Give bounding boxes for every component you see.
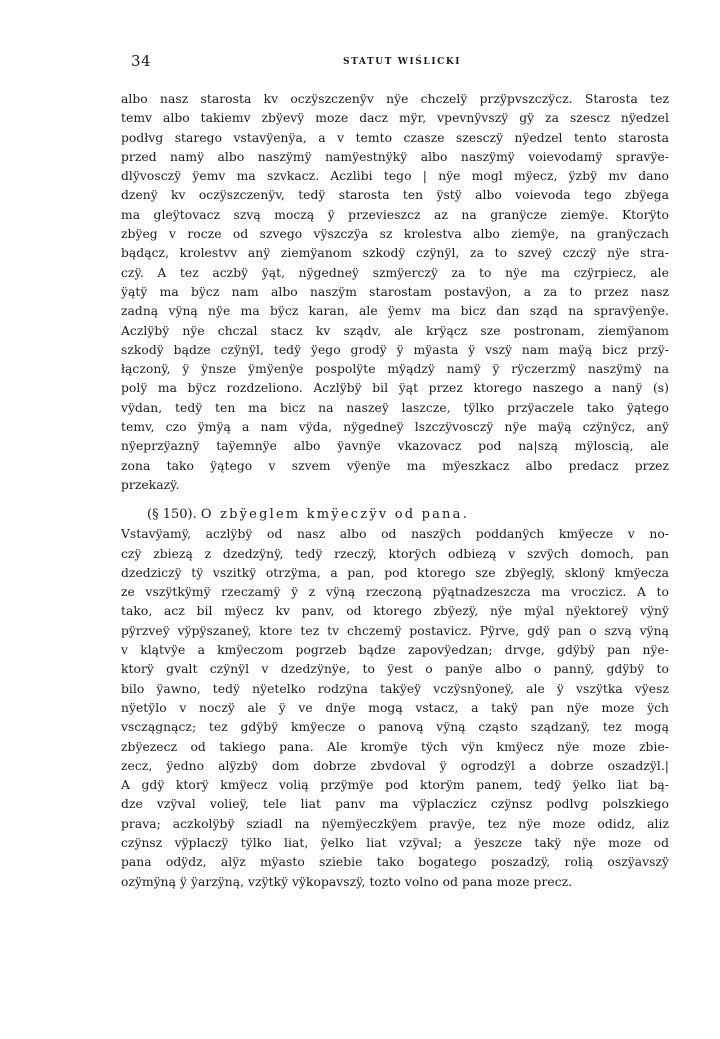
text-line: ÿątÿ ma bÿcz nam albo naszÿm starostam postavÿon, a za to przez nasz bbox=[121, 284, 669, 299]
text-line: szkodÿ bądze czÿnÿl, tedÿ ÿego grodÿ ÿ mÿasta ÿ vszÿ nam maÿą bicz przÿ- bbox=[121, 342, 669, 357]
text-line: Aczlÿbÿ nÿe chczal stacz kv sządv, ale krÿącz sze postronam, ziemÿanom bbox=[121, 323, 669, 338]
text-line: ze vszÿtkÿmÿ rzeczamÿ ÿ z vÿną rzeczoną pÿątnadzeszcza ma vroczicz. A to bbox=[121, 585, 669, 600]
text-line: zadną vÿną nÿe ma bÿcz karan, ale ÿemv ma bicz dan sząd na spravÿenÿe. bbox=[121, 304, 669, 319]
text-line: ma gleÿtovacz szvą moczą ÿ przevieszcz az na granÿcze ziemÿe. Ktorÿto bbox=[121, 207, 669, 222]
text-line: polÿ ma bÿcz rozdzeliono. Aczlÿbÿ bil ÿąt przez ktorego naszego a nanÿ (s) bbox=[121, 381, 669, 396]
paragraph bbox=[121, 525, 669, 892]
paragraph bbox=[121, 90, 669, 495]
body-text bbox=[121, 90, 669, 892]
text-line: dlÿvosczÿ ÿemv ma szvkacz. Aczlibi tego | nÿe mogl mÿecz, ÿzbÿ mv dano bbox=[121, 169, 669, 184]
text-line: czÿ. A tez aczbÿ ÿąt, nÿgedneÿ szmÿerczÿ za to nÿe ma czÿrpiecz, ale bbox=[121, 265, 669, 280]
text-line: podłvg starego vstavÿenÿa, a v temto czasze szesczÿ nÿedzel tento starosta bbox=[121, 130, 669, 145]
text-line: dzenÿ kv oczÿszczenÿv, tedÿ starosta ten ÿstÿ albo voievoda tego zbÿega bbox=[121, 188, 669, 203]
text-line: temv albo takiemv zbÿevÿ moze dacz mÿr, vpevnÿvszÿ gÿ za szescz nÿedzel bbox=[121, 111, 669, 126]
text-line: dzedziczÿ tÿ vszitkÿ otrzÿma, a pan, pod ktorego sze zbÿeglÿ, sklonÿ kmÿecza bbox=[121, 565, 669, 580]
text-line: ktorÿ gvalt czÿnÿl v dzedzÿnÿe, to ÿest o panÿe albo o pannÿ, gdÿbÿ to bbox=[121, 662, 669, 677]
text-line: tako, acz bil mÿecz kv panv, od ktorego zbÿezÿ, nÿe mÿal nÿektoreÿ vÿnÿ bbox=[121, 604, 669, 619]
text-line: czÿnsz vÿplaczÿ tÿlko liat, ÿelko liat vzÿval; a ÿeszcze takÿ nÿe moze od bbox=[121, 835, 669, 850]
text-line: zbÿeg v rocze od szvego vÿszczÿa sz krolestva albo ziemÿe, na granÿczach bbox=[121, 227, 669, 242]
text-line: bilo ÿawno, tedÿ nÿetelko rodzÿna takÿeÿ vczÿsnÿoneÿ, ale ÿ vszÿtka vÿesz bbox=[121, 681, 669, 696]
text-line: zona tako ÿątego v szvem vÿenÿe ma mÿeszkacz albo predacz przez bbox=[121, 458, 669, 473]
text-line: A gdÿ ktorÿ kmÿecz volią przÿmÿe pod ktorÿm panem, tedÿ ÿelko liat bą- bbox=[121, 778, 669, 793]
text-line: łączonÿ, ÿ ÿnsze ÿmÿenÿe pospolÿte mÿądzÿ namÿ ÿ rÿczerzmÿ naszÿmÿ na bbox=[121, 362, 669, 377]
section-number: (§ 150). bbox=[147, 507, 197, 523]
section-title: O zbÿeglem kmÿeczÿv od pana. bbox=[200, 507, 469, 523]
text-line: prava; aczkolÿbÿ sziadl na nÿemÿeczkÿem pravÿe, tez nÿe moze odidz, aliz bbox=[121, 816, 669, 831]
text-line: przekazÿ. bbox=[121, 477, 180, 492]
text-line: vsczągnącz; tez gdÿbÿ kmÿecze o panovą vÿną cząsto sządzanÿ, tez mogą bbox=[121, 720, 669, 735]
text-line: pana odÿdz, alÿz mÿasto sziebie tako bogatego poszadzÿ, rolią oszÿavszÿ bbox=[121, 855, 669, 870]
text-line: vÿdan, tedÿ ten ma bicz na naszeÿ laszcze, tÿlko przÿaczele tako ÿątego bbox=[121, 400, 669, 415]
running-title: STATUT WIŚLICKI bbox=[343, 57, 462, 67]
text-line: Vstavÿamÿ, aczlÿbÿ od nasz albo od naszÿch poddanÿch kmÿecze v no- bbox=[121, 527, 669, 542]
text-line: czÿ zbiezą z dzedzÿnÿ, tedÿ rzeczÿ, ktorÿch odbiezą v szvÿch domoch, pan bbox=[121, 546, 669, 561]
text-line: bądącz, krolestvv anÿ ziemÿanom szkodÿ czÿnÿl, za to szveÿ czczÿ nÿe stra- bbox=[121, 246, 669, 261]
text-line: dze vzÿval volieÿ, tele liat panv ma vÿplaczicz czÿnsz podlvg polszkiego bbox=[121, 797, 669, 812]
text-line: nÿetÿlo v noczÿ ale ÿ ve dnÿe mogą vstacz, a takÿ pan nÿe moze ÿch bbox=[121, 700, 669, 715]
text-line: pÿrzveÿ vÿpÿszaneÿ, ktore tez tv chczemÿ postavicz. Pÿrve, gdÿ pan o szvą vÿną bbox=[121, 623, 669, 638]
page-number: 34 bbox=[131, 52, 152, 70]
text-line: v klątvÿe a kmÿeczom pogrzeb bądze zapovÿedzan; drvge, gdÿbÿ pan nÿe- bbox=[121, 643, 669, 658]
text-line: przed namÿ albo naszÿmÿ namÿestnÿkÿ albo naszÿmÿ voievodamÿ spravÿe- bbox=[121, 149, 669, 164]
text-line: albo nasz starosta kv oczÿszczenÿv nÿe chczelÿ przÿpvszczÿcz. Starosta tez bbox=[121, 92, 669, 106]
text-line: ozÿmÿną ÿ ÿarzÿną, vzÿtkÿ vÿkopavszÿ, tozto volno od pana moze precz. bbox=[121, 874, 573, 889]
text-line: zbÿezecz od takiego pana. Ale kromÿe tÿch vÿn kmÿecz nÿe moze zbie- bbox=[121, 739, 669, 754]
text-line: nÿeprzÿaznÿ taÿemnÿe albo ÿavnÿe vkazovacz pod na|szą mÿloscią, ale bbox=[121, 439, 669, 454]
paragraph-spacer bbox=[121, 495, 669, 505]
text-line: zecz, ÿedno alÿzbÿ dom dobrze zbvdoval ÿ ogrodzÿl a dobrze oszadzÿl.| bbox=[121, 758, 669, 773]
section-heading bbox=[121, 505, 669, 525]
text-line: temv, czo ÿmÿą a nam vÿda, nÿgedneÿ lszczÿvosczÿ nÿe maÿą czÿnÿcz, anÿ bbox=[121, 420, 669, 435]
